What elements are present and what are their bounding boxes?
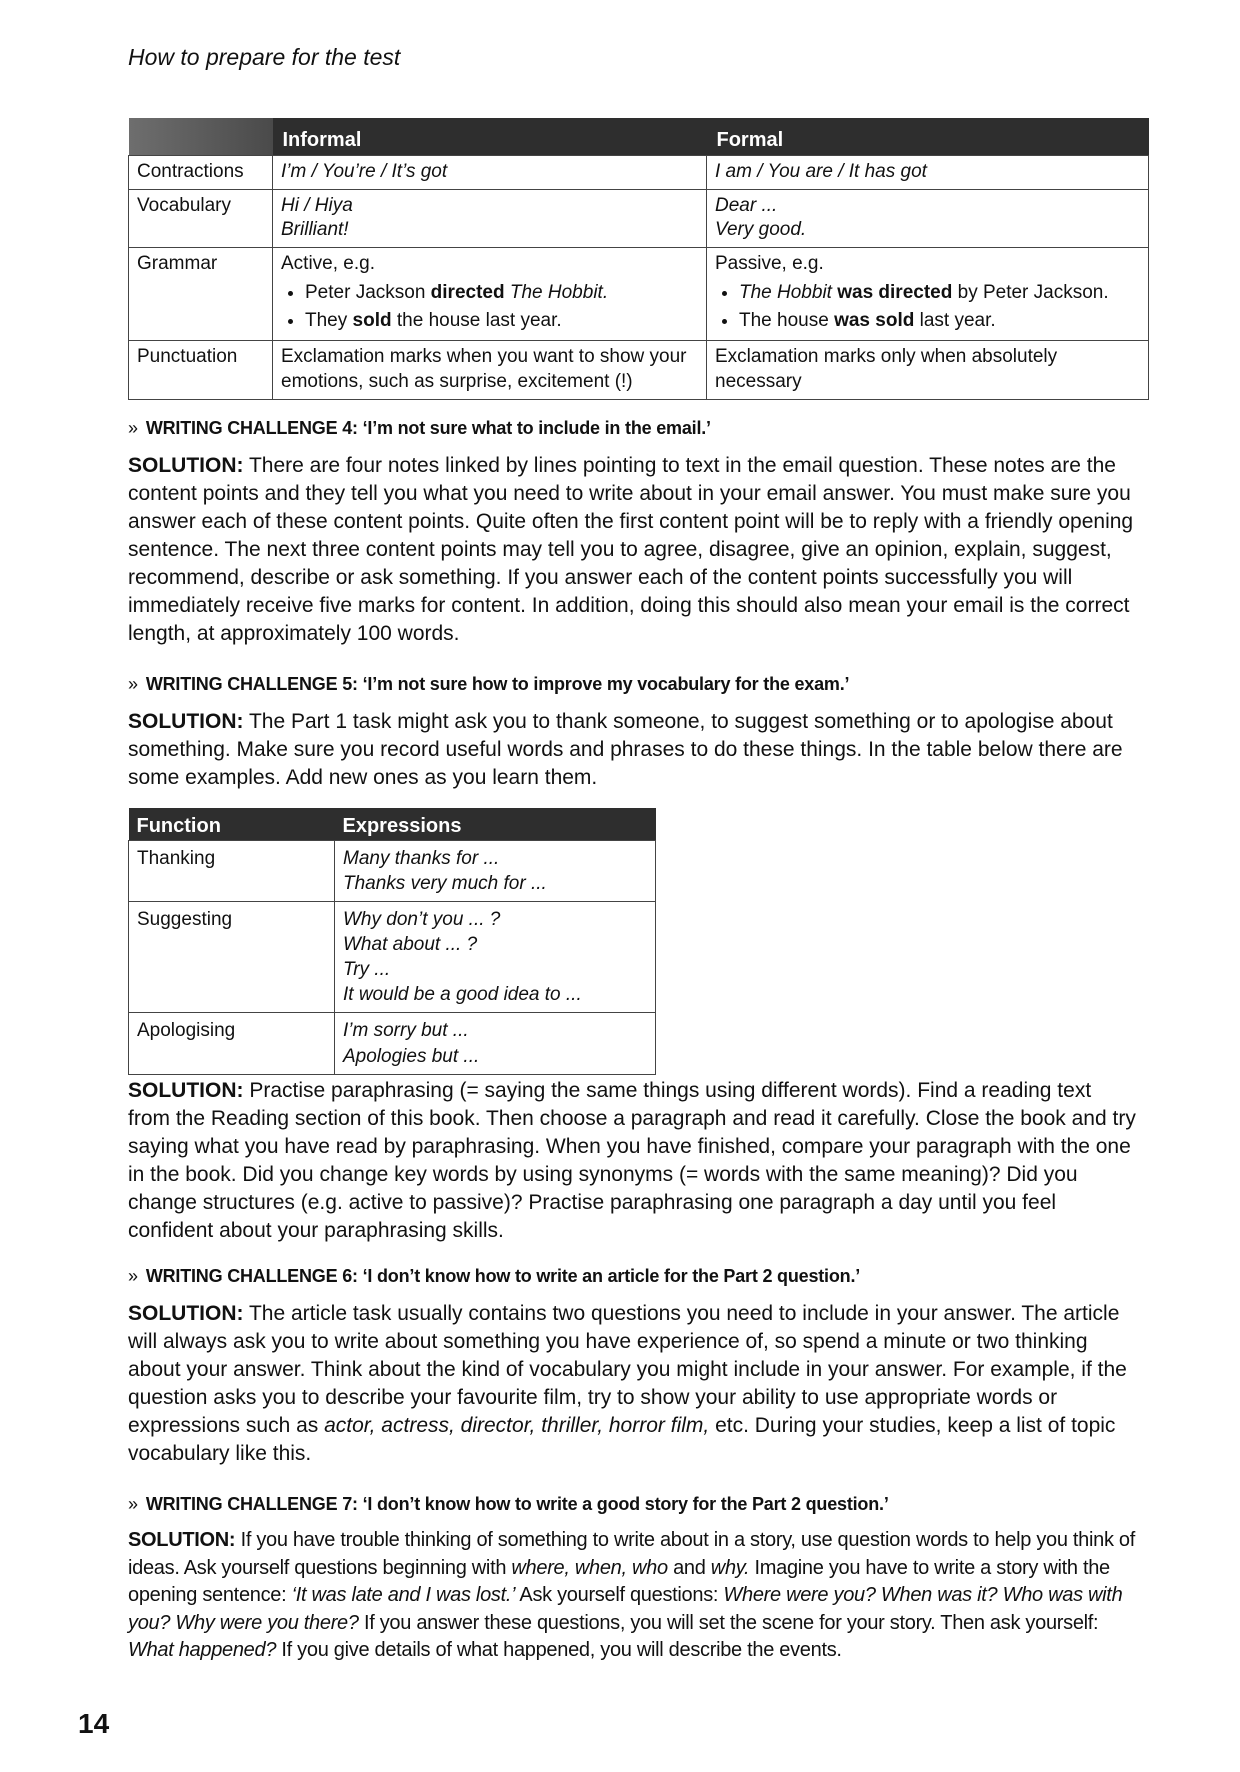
running-head: How to prepare for the test [128, 44, 401, 70]
solution-text: Ask yourself questions: [515, 1584, 724, 1606]
expression: What about ... ? [343, 934, 478, 956]
formal-line: Very good. [715, 219, 807, 241]
expression: Apologies but ... [343, 1045, 480, 1067]
formal-cell [707, 189, 1149, 247]
table-row [129, 248, 1149, 341]
informal-line: Hi / Hiya [281, 194, 353, 216]
example-text: Peter Jackson [305, 281, 431, 303]
formal-line: Dear ... [715, 194, 778, 216]
register-header-blank [129, 118, 273, 156]
challenge-6-solution [128, 1300, 1138, 1468]
solution-label: SOLUTION: [128, 710, 244, 733]
example-text: by Peter Jackson. [952, 281, 1109, 303]
expression: Many thanks for ... [343, 848, 500, 869]
solution-label: SOLUTION: [128, 1302, 244, 1325]
function-cell: Thanking [129, 841, 335, 902]
solution-italic: where, when, who [511, 1556, 668, 1579]
table-row [129, 189, 1149, 247]
solution-text: Practise paraphrasing (= saying the same things using different words). Find a reading text from the Reading section of this book. Then choose a paragraph and read it carefully. Close the book and try saying what you have read by paraphrasing. When you have finished, compare your paragraph with the one in the book. Did you change key words by using synonyms (= words with the same meaning)? Did you change structures (e.g. active to passive)? Practise paraphrasing one paragraph a day until you feel confident about your paraphrasing skills. [128, 1079, 1136, 1242]
solution-italic: ‘It was late and I was lost.’ [291, 1584, 516, 1606]
example-title: The Hobbit [739, 281, 832, 303]
solution-text: and [667, 1556, 711, 1579]
challenge-5-solution [128, 708, 1138, 792]
formal-cell [707, 248, 1149, 341]
challenge-4-solution [128, 452, 1138, 648]
solution-text: If you answer these questions, you will set the scene for your story. Then ask yourself: [358, 1611, 1099, 1634]
informal-cell: I’m / You’re / It’s got [273, 156, 707, 190]
expression: Why don’t you ... ? [343, 909, 501, 931]
challenge-7-solution [128, 1527, 1138, 1665]
solution-text: There are four notes linked by lines pointing to text in the email question. These notes are the content points and they tell you what you need to write about in your email answer. You must make sure you answer each of these content points. Quite often the first content point will be to reply with a friendly opening sentence. The next three content points may tell you to agree, disagree, give an opinion, explain, suggest, recommend, describe or ask something. If you answer each of the content points successfully you will immediately receive five marks for content. In addition, doing this should also mean your email is the correct length, at approximately 100 words. [128, 454, 1134, 645]
informal-cell: Exclamation marks when you want to show your emotions, such as surprise, excitement (!) [273, 341, 707, 399]
informal-cell [273, 189, 707, 247]
example-verb: was directed [837, 281, 953, 303]
table-row [129, 902, 656, 1013]
table-row [129, 841, 656, 902]
solution-text: If you give details of what happened, you will describe the events. [276, 1639, 842, 1661]
grammar-intro: Active, e.g. [281, 253, 375, 275]
list-item [739, 307, 1140, 336]
challenge-5-heading [128, 674, 849, 695]
challenge-6-heading [128, 1266, 860, 1287]
chevron-icon: » [128, 674, 138, 694]
solution-text: The Part 1 task might ask you to thank someone, to suggest something or to apologise about something. Make sure you record useful words and phrases to do these things. In the table below there are some examples. Add new ones as you learn them. [128, 710, 1123, 789]
challenge-title: WRITING CHALLENGE 4: ‘I’m not sure what to include in the email.’ [145, 418, 711, 438]
example-verb: sold [352, 310, 392, 332]
chevron-icon: » [128, 1266, 138, 1286]
feature-cell: Grammar [129, 248, 273, 341]
example-list [281, 279, 698, 336]
solution-text: The article task usually contains two questions you need to include in your answer. The article will always ask you to write about something you have experience of, so spend a minute or two thinking about your answer. Think about the kind of vocabulary you might include in your answer. For example, if the question asks you to describe your favourite film, try to show your ability to use appropriate words or expressions such as [128, 1302, 1127, 1437]
example-text: the house last year. [391, 310, 562, 332]
expression: It would be a good idea to ... [343, 984, 582, 1006]
function-table-header [129, 808, 656, 841]
chevron-icon: » [128, 1494, 138, 1514]
formal-cell: I am / You are / It has got [707, 156, 1149, 190]
solution-italic: why. [710, 1556, 750, 1579]
list-item [739, 279, 1140, 308]
feature-cell: Contractions [129, 156, 273, 190]
expression: Try ... [343, 959, 391, 981]
solution-text: etc. During your studies, keep a list of topic vocabulary like this. [128, 1414, 1116, 1465]
table-row [129, 1013, 656, 1074]
table-row [129, 156, 1149, 190]
function-header: Function [129, 808, 335, 841]
chevron-icon: » [128, 418, 138, 438]
register-header-formal: Formal [707, 118, 1149, 156]
challenge-5-solution-2 [128, 1077, 1138, 1245]
function-cell: Suggesting [129, 902, 335, 1013]
solution-label: SOLUTION: [128, 454, 244, 477]
informal-cell [273, 248, 707, 341]
challenge-title: WRITING CHALLENGE 6: ‘I don’t know how to write an article for the Part 2 question.’ [145, 1266, 861, 1286]
example-text: The house [739, 310, 835, 332]
expression: Thanks very much for ... [343, 873, 547, 895]
grammar-intro: Passive, e.g. [715, 253, 824, 275]
challenge-title: WRITING CHALLENGE 5: ‘I’m not sure how to improve my vocabulary for the exam.’ [145, 674, 850, 694]
solution-label: SOLUTION: [128, 1079, 244, 1102]
challenge-4-heading [128, 418, 711, 439]
list-item [305, 279, 698, 308]
solution-label: SOLUTION: [128, 1529, 236, 1551]
expressions-cell [335, 841, 656, 902]
challenge-title: WRITING CHALLENGE 7: ‘I don’t know how to write a good story for the Part 2 question.’ [145, 1494, 889, 1514]
example-text: last year. [914, 310, 996, 332]
example-text: They [305, 310, 353, 332]
solution-text: Imagine you have to write a story with the opening sentence: [128, 1556, 1110, 1606]
page-number: 14 [78, 1708, 110, 1739]
challenge-7-heading [128, 1494, 889, 1515]
formal-cell: Exclamation marks only when absolutely necessary [707, 341, 1149, 399]
table-row [129, 341, 1149, 399]
function-cell: Apologising [129, 1013, 335, 1074]
register-table-header [129, 118, 1149, 156]
example-list [715, 279, 1140, 336]
list-item [305, 307, 698, 336]
expressions-header: Expressions [335, 808, 656, 841]
expression: I’m sorry but ... [343, 1020, 469, 1042]
informal-line: Brilliant! [281, 219, 349, 241]
feature-cell: Vocabulary [129, 189, 273, 247]
example-verb: directed [430, 281, 505, 303]
example-title: The Hobbit. [509, 281, 609, 303]
expressions-cell [335, 1013, 656, 1074]
expressions-cell [335, 902, 656, 1013]
solution-italic: Where were you? When was it? Who was with you? Why were you there? [128, 1584, 1123, 1634]
solution-text: If you have trouble thinking of something to write about in a story, use question words to help you think of ideas. Ask yourself questions beginning with [128, 1529, 1135, 1579]
example-verb: was sold [834, 310, 915, 332]
solution-italic: actor, actress, director, thriller, horror film, [324, 1414, 710, 1437]
register-table [128, 118, 1149, 400]
function-table [128, 808, 656, 1075]
feature-cell: Punctuation [129, 341, 273, 399]
register-header-informal: Informal [273, 118, 707, 156]
solution-italic: What happened? [128, 1639, 277, 1661]
